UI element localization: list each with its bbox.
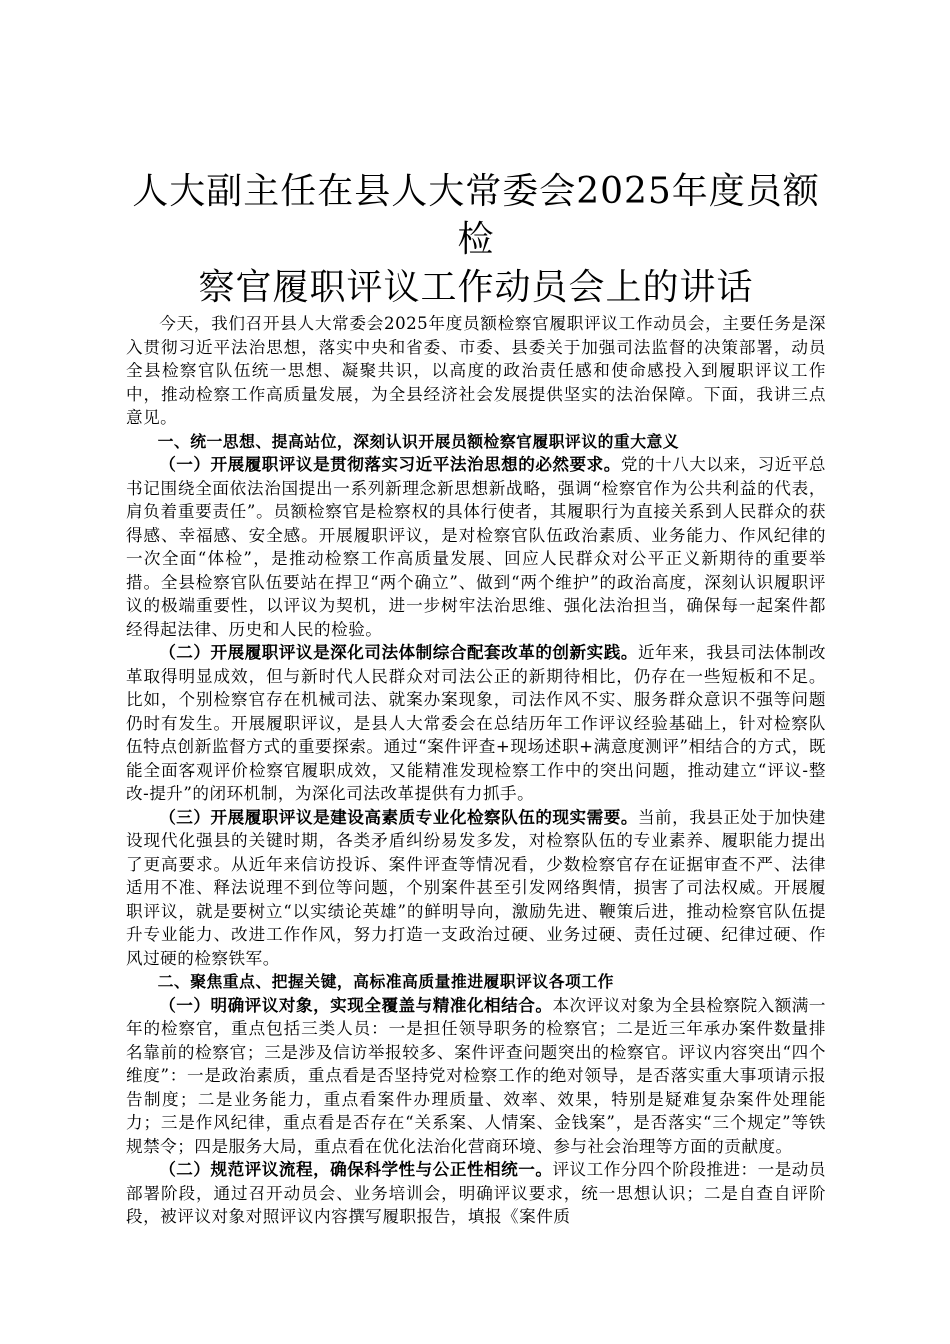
- section-2-paragraph-1: [126, 994, 826, 1159]
- paragraph-lead: （二）规范评议流程，确保科学性与公正性相统一。: [159, 1159, 553, 1179]
- paragraph-text: 当前，我县正处于加快建设现代化强县的关键时期，各类矛盾纠纷易发多发，对检察队伍的专业素养、履职能力提出了更高要求。从近年来信访投诉、案件评查等情况看，少数检察官存在证据审查不严、法律适用不准、释法说理不到位等问题，个别案件甚至引发网络舆情，损害了司法权威。开展履职评议，就是要树立“以实绩论英雄”的鲜明导向，激励先进、鞭策后进，推动检察官队伍提升专业能力、改进工作作风，努力打造一支政治过硬、业务过硬、责任过硬、纪律过硬、作风过硬的检察铁军。: [126, 807, 827, 968]
- intro-paragraph: 今天，我们召开县人大常委会2025年度员额检察官履职评议工作动员会，主要任务是深入贯彻习近平法治思想，落实中央和省委、市委、县委关于加强司法监督的决策部署，动员全县检察官队伍统一思想、凝聚共识，以高度的政治责任感和使命感投入到履职评议工作中，推动检察工作高质量发展，为全县经济社会发展提供坚实的法治保障。下面，我讲三点意见。: [126, 314, 826, 427]
- document-body: [126, 312, 826, 1229]
- section-1-paragraph-3: [126, 806, 826, 971]
- section-1-paragraph-2: [126, 641, 826, 806]
- title-line-1: 人大副主任在县人大常委会2025年度员额检: [132, 171, 820, 260]
- paragraph-text: 党的十八大以来，习近平总书记围绕全面依法治国提出一系列新理念新思想新战略，强调“检察官作为公共利益的代表，肩负着重要责任”。员额检察官是检察权的具体行使者，其履职行为直接关系到人民群众的获得感、幸福感、安全感。开展履职评议，是对检察官队伍政治素质、业务能力、作风纪律的一次全面“体检”，是推动检察工作高质量发展、回应人民群众对公平正义新期待的重要举措。全县检察官队伍要站在捍卫“两个确立”、做到“两个维护”的政治高度，深刻认识履职评议的极端重要性，以评议为契机，进一步树牢法治思维、强化法治担当，确保每一起案件都经得起法律、历史和人民的检验。: [126, 455, 826, 639]
- paragraph-lead: （三）开展履职评议是建设高素质专业化检察队伍的现实需要。: [159, 806, 638, 827]
- paragraph-text: 评议工作分四个阶段推进：一是动员部署阶段，通过召开动员会、业务培训会，明确评议要求，统一思想认识；二是自查自评阶段，被评议对象对照评议内容撰写履职报告，填报《案件质: [126, 1160, 826, 1226]
- paragraph-lead: （二）开展履职评议是深化司法体制综合配套改革的创新实践。: [159, 642, 638, 662]
- document-page: [126, 168, 826, 1229]
- paragraph-lead: （一）开展履职评议是贯彻落实习近平法治思想的必然要求。: [159, 454, 621, 474]
- section-1-paragraph-1: [126, 453, 826, 641]
- paragraph-text: 本次评议对象为全县检察院入额满一年的检察官，重点包括三类人员：一是担任领导职务的检察官；二是近三年承办案件数量排名靠前的检察官；三是涉及信访举报较多、案件评查问题突出的检察官。评议内容突出“四个维度”：一是政治素质，重点看是否坚持党对检察工作的绝对领导，是否落实重大事项请示报告制度；二是业务能力，重点看案件办理质量、效率、效果，特别是疑难复杂案件处理能力；三是作风纪律，重点看是否存在“关系案、人情案、金钱案”，是否落实“三个规定”等铁规禁令；四是服务大局，重点看在优化法治化营商环境、参与社会治理等方面的贡献度。: [126, 995, 826, 1156]
- title-line-2: 察官履职评议工作动员会上的讲话: [198, 267, 754, 308]
- section-2-paragraph-2: [126, 1158, 826, 1229]
- section-2-heading: 二、聚焦重点、把握关键，高标准高质量推进履职评议各项工作: [157, 972, 614, 991]
- paragraph-text: 近年来，我县司法体制改革取得明显成效，但与新时代人民群众对司法公正的新期待相比，仍存在一些短板和不足。比如，个别检察官存在机械司法、就案办案现象，司法作风不实、服务群众意识不强等问题仍时有发生。开展履职评议，是县人大常委会在总结历年工作评议经验基础上，针对检察队伍特点创新监督方式的重要探索。通过“案件评查+现场述职+满意度测评”相结合的方式，既能全面客观评价检察官履职成效，又能精准发现检察工作中的突出问题，推动建立“评议-整改-提升”的闭环机制，为深化司法改革提供有力抓手。: [126, 643, 827, 803]
- section-1-heading: 一、统一思想、提高站位，深刻认识开展员额检察官履职评议的重大意义: [157, 431, 680, 451]
- document-title: [126, 168, 826, 312]
- paragraph-lead: （一）明确评议对象，实现全覆盖与精准化相结合。: [159, 994, 553, 1015]
